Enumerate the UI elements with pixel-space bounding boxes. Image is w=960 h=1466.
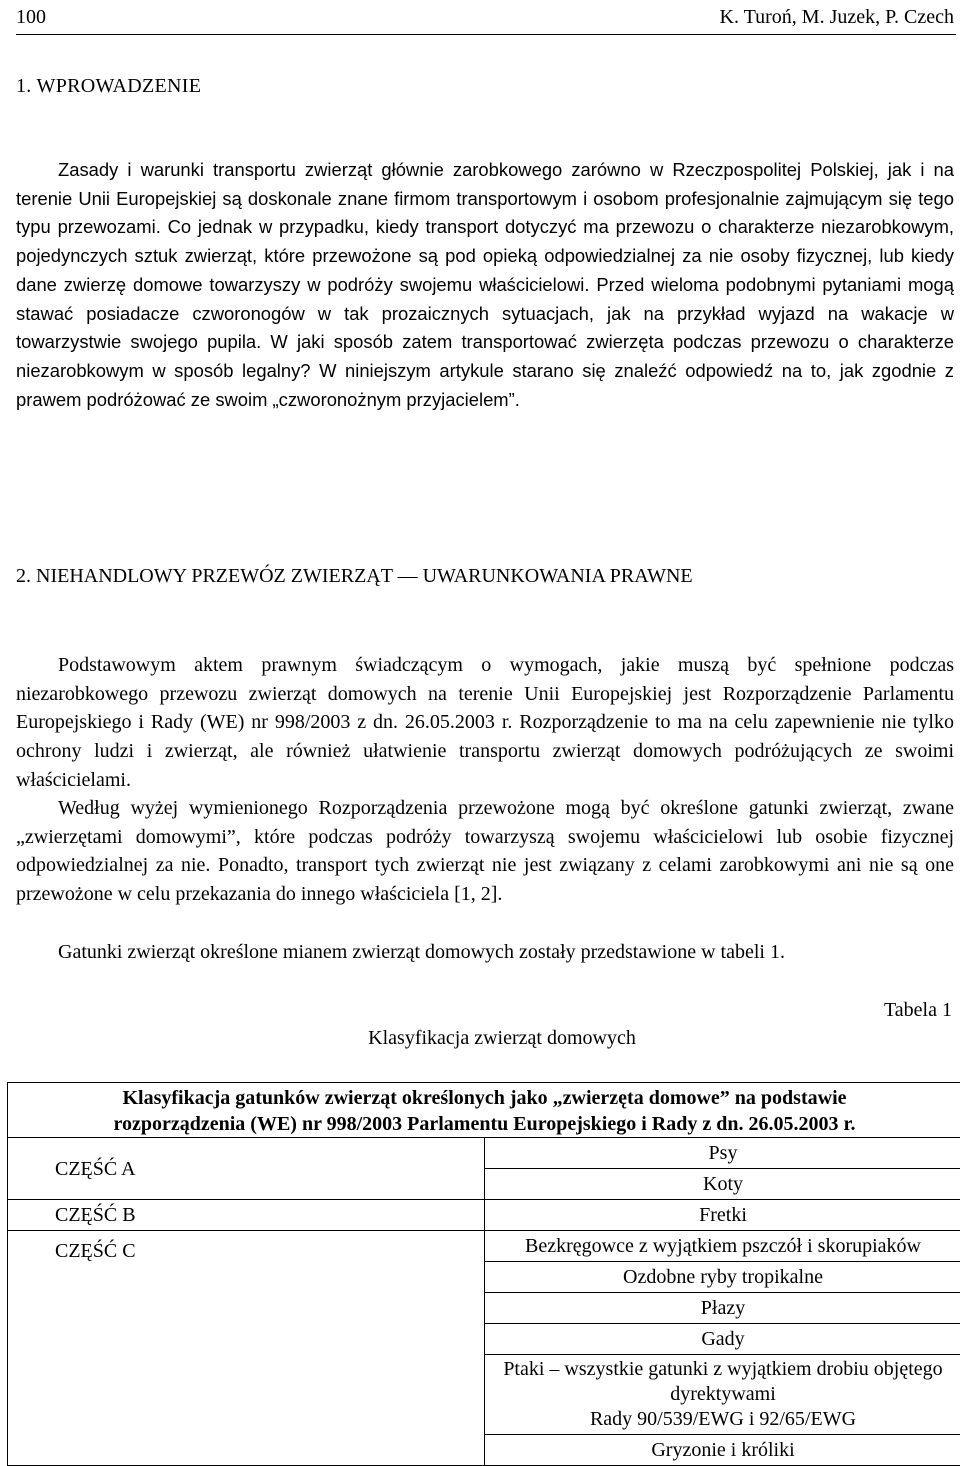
classification-table — [7, 1082, 960, 1466]
species-cell: Psy — [485, 1138, 960, 1169]
legal-paragraph-1: Podstawowym aktem prawnym świadczącym o wymogach, jakie muszą być spełnione podczas niezarobkowego przewozu zwierząt domowych na terenie Unii Europejskiej jest Rozporządzenie Parlamentu Europejskiego i Rady (WE) nr 998/2003 z dn. 26.05.2003 r. Rozporządzenie to ma na celu zapewnienie nie tylko ochrony ludzi i zwierząt, ale również ułatwienie transportu zwierząt domowych podróżujących ze swoimi właścicielami. — [16, 651, 954, 795]
species-cell: Bezkręgowce z wyjątkiem pszczół i skorupiaków — [485, 1231, 960, 1262]
section-heading-legal: 2. NIEHANDLOWY PRZEWÓZ ZWIERZĄT — UWARUNKOWANIA PRAWNE — [16, 562, 693, 590]
table-row — [8, 1138, 960, 1169]
part-b-cell: CZĘŚĆ B — [8, 1200, 485, 1231]
species-birds-line-1: Ptaki – wszystkie gatunki z wyjątkiem drobiu objętego dyrektywami — [485, 1357, 960, 1407]
table-title: Klasyfikacja zwierząt domowych — [16, 1024, 960, 1052]
table-row — [8, 1200, 960, 1231]
part-a-cell: CZĘŚĆ A — [8, 1138, 485, 1200]
table-row — [8, 1231, 960, 1262]
species-birds-line-2: Rady 90/539/EWG i 92/65/EWG — [485, 1407, 960, 1432]
running-authors: K. Turoń, M. Juzek, P. Czech — [720, 2, 954, 32]
legal-paragraph-3: Gatunki zwierząt określone mianem zwierząt domowych zostały przedstawione w tabeli 1. — [16, 938, 954, 967]
species-cell: Gryzonie i króliki — [485, 1435, 960, 1466]
section-heading-introduction: 1. WPROWADZENIE — [16, 72, 201, 100]
table-header-cell — [8, 1083, 960, 1138]
species-cell-birds — [485, 1355, 960, 1435]
table-header-line-2: rozporządzenia (WE) nr 998/2003 Parlamentu Europejskiego i Rady z dn. 26.05.2003 r. — [8, 1111, 960, 1137]
species-cell: Koty — [485, 1169, 960, 1200]
table-header-line-1: Klasyfikacja gatunków zwierząt określonych jako „zwierzęta domowe” na podstawie — [8, 1085, 960, 1111]
part-c-cell: CZĘŚĆ C — [8, 1231, 485, 1466]
species-cell: Fretki — [485, 1200, 960, 1231]
legal-paragraph-2: Według wyżej wymienionego Rozporządzenia przewożone mogą być określone gatunki zwierząt, zwane „zwierzętami domowymi”, które podczas podróży towarzyszą swojemu właścicielowi lub osobie fizycznej odpowiedzialnej za nie. Ponadto, transport tych zwierząt nie jest związany z celami zarobkowymi ani nie są one przewożone w celu przekazania do innego właściciela [1, 2]. — [16, 794, 954, 909]
intro-paragraph: Zasady i warunki transportu zwierząt głównie zarobkowego zarówno w Rzeczpospolitej Polskiej, jak i na terenie Unii Europejskiej są doskonale znane firmom transportowym i osobom profesjonalnie zajmującym się tego typu przewozami. Co jednak w przypadku, kiedy transport dotyczyć ma przewozu o charakterze niezarobkowym, pojedynczych sztuk zwierząt, które przewożone są pod opieką odpowiedzialnej za nie osoby fizycznej, lub kiedy dane zwierzę domowe towarzyszy w podróży swojemu właścicielowi. Przed wieloma podobnymi pytaniami mogą stawać posiadacze czworonogów w tak prozaicznych sytuacjach, jak na przykład wyjazd na wakacje w towarzystwie swojego pupila. W jaki sposób zatem transportować zwierzęta podczas przewozu o charakterze niezarobkowym w sposób legalny? W niniejszym artykule starano się znaleźć odpowiedź na to, jak zgodnie z prawem podróżować ze swoim „czworonożnym przyjacielem”. — [16, 156, 954, 414]
table-label: Tabela 1 — [884, 996, 952, 1024]
page-number: 100 — [16, 2, 46, 32]
species-cell: Płazy — [485, 1293, 960, 1324]
species-cell: Gady — [485, 1324, 960, 1355]
species-cell: Ozdobne ryby tropikalne — [485, 1262, 960, 1293]
table-header-row — [8, 1083, 960, 1138]
running-header — [16, 2, 956, 35]
